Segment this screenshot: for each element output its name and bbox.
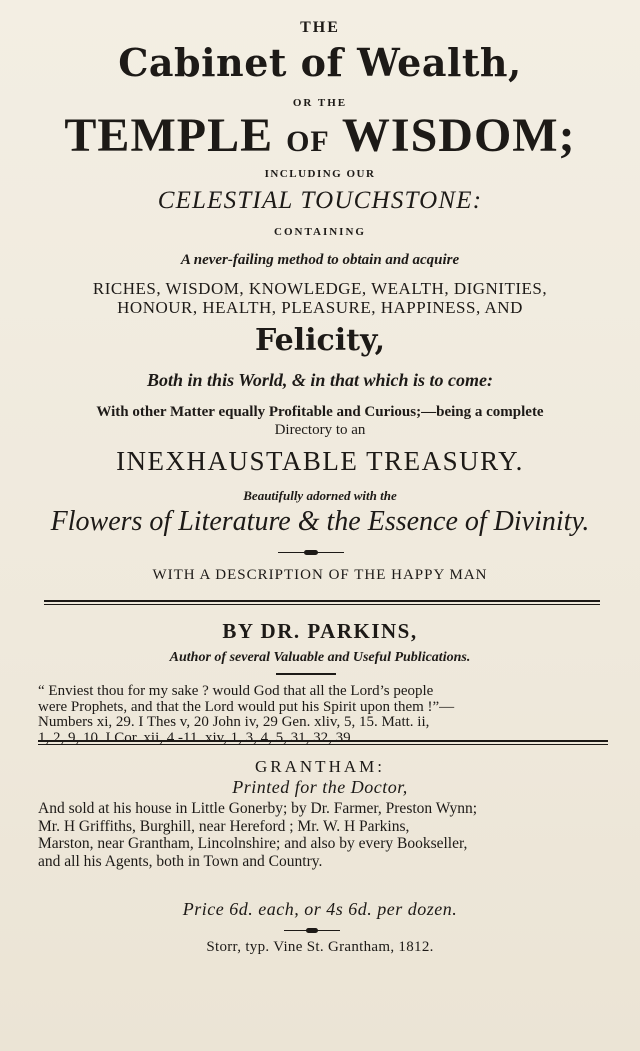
subtitle-happy-man: WITH A DESCRIPTION OF THE HAPPY MAN — [152, 567, 488, 583]
epigraph-line: Numbers xi, 29. I Thes v, 20 John iv, 29 Gen. xliv, 5, 15. Matt. ii, — [38, 714, 430, 730]
subtitle-directory: Directory to an — [274, 422, 366, 438]
imprint-seller-line: Marston, near Grantham, Lincolnshire; and also by every Bookseller, — [38, 835, 468, 853]
imprint-price: Price 6d. each, or 4s 6d. per dozen. — [182, 899, 458, 919]
title-felicity: Felicity, — [254, 323, 386, 358]
epigraph-line: 1, 2, 9, 10. I Cor. xii, 4 -11. xiv, 1, 3, 4, 5, 31, 32, 39. — [38, 729, 355, 746]
title-wisdom-word: WISDOM; — [341, 109, 576, 162]
title-or-the: OR THE — [292, 97, 348, 109]
title-cabinet-of-wealth: Cabinet of Wealth, — [118, 40, 522, 85]
title-temple-of-wisdom — [0, 109, 640, 162]
title-containing: CONTAINING — [274, 226, 366, 238]
subtitle-other-matter: With other Matter equally Profitable and Curious;—being a complete — [96, 404, 544, 420]
subtitle-honour: HONOUR, HEALTH, PLEASURE, HAPPINESS, AND — [117, 298, 523, 317]
title-temple-word: TEMPLE — [64, 109, 274, 162]
imprint-printer: Storr, typ. Vine St. Grantham, 1812. — [206, 939, 434, 955]
epigraph-line: “ Enviest thou for my sake ? would God that all the Lord’s people — [38, 683, 434, 699]
imprint-seller-line: and all his Agents, both in Town and Country. — [38, 852, 323, 870]
double-rule-2 — [38, 740, 608, 745]
subtitle-beautifully: Beautifully adorned with the — [243, 488, 397, 503]
imprint-seller-line: Mr. H Griffiths, Burghill, near Hereford ; Mr. W. H Parkins, — [38, 817, 410, 835]
subtitle-never-failing: A never-failing method to obtain and acquire — [180, 252, 460, 268]
double-rule-1 — [44, 600, 600, 605]
ornament-rule-2 — [284, 928, 340, 934]
epigraph — [38, 684, 604, 746]
short-rule — [276, 673, 336, 675]
imprint-seller-line: And sold at his house in Little Gonerby; by Dr. Farmer, Preston Wynn; — [38, 800, 478, 817]
imprint-sellers — [38, 800, 604, 870]
title-of-word: OF — [286, 125, 330, 158]
author-credentials: Author of several Valuable and Useful Publications. — [169, 650, 471, 665]
title-including: INCLUDING OUR — [264, 168, 376, 180]
subtitle-both-worlds: Both in this World, & in that which is to come: — [147, 370, 493, 390]
title-inexhaustable-treasury: INEXHAUSTABLE TREASURY. — [116, 446, 524, 476]
ornament-rule-1 — [278, 550, 344, 556]
imprint-place: GRANTHAM: — [255, 757, 385, 776]
title-celestial-touchstone: CELESTIAL TOUCHSTONE: — [157, 187, 483, 214]
title-the: THE — [300, 19, 340, 36]
subtitle-riches: RICHES, WISDOM, KNOWLEDGE, WEALTH, DIGNITIES, — [92, 279, 548, 298]
epigraph-line: were Prophets, and that the Lord would put his Spirit upon them !”— — [38, 698, 455, 715]
imprint-printed-for: Printed for the Doctor, — [232, 777, 408, 797]
title-flowers-of-literature: Flowers of Literature & the Essence of Divinity. — [50, 506, 590, 537]
author-byline: BY DR. PARKINS, — [222, 619, 418, 643]
